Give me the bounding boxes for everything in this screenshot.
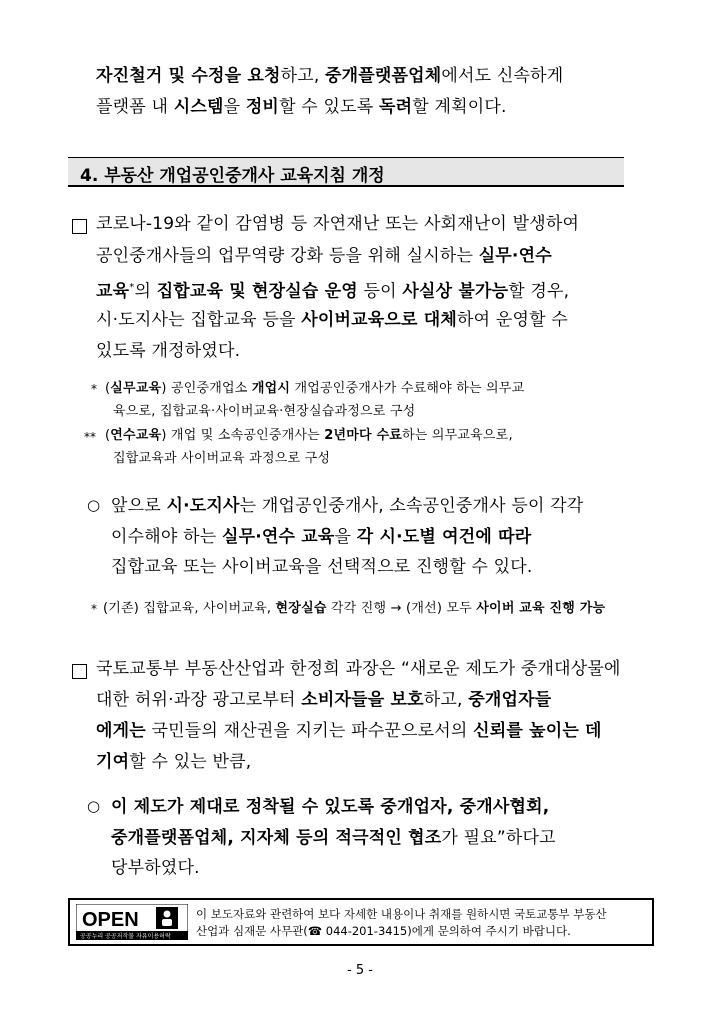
text-bold: 중개플랫폼업체, 지자체 등의 적극적인: [111, 828, 409, 848]
text: (기존) 집합교육, 사이버교육,: [103, 601, 276, 616]
text-bold: 실무·연수: [478, 246, 552, 266]
para1-line-3: [96, 276, 569, 304]
text-bold: 에게는: [96, 721, 146, 741]
bullet2-line-2: [111, 826, 556, 850]
text: 하고,: [280, 66, 326, 86]
text: (: [105, 428, 111, 443]
footnote-mark: *: [129, 282, 135, 293]
bullet2-line-3: [111, 856, 200, 880]
text: 할 경우,: [508, 281, 570, 302]
text-bold: 시·도지사: [166, 496, 240, 516]
text-bold: 시스템: [173, 97, 224, 117]
intro-line-2: [96, 95, 507, 119]
para2-line-4: [96, 750, 251, 774]
text-bold: 기여: [96, 752, 130, 772]
note2-line-1: [105, 427, 513, 445]
text: 의: [134, 281, 157, 302]
text: 하는 의무교육으로,: [402, 428, 513, 443]
svg-text:OPEN: OPEN: [82, 909, 139, 931]
text: 이 보도자료와 관련하여 보다 자세한 내용이나 취재를 원하시면 국토교통부 부동산: [196, 907, 607, 921]
text: 있도록 개정하였다.: [96, 341, 241, 361]
text-bold: 신뢰를 높이는 데: [473, 721, 602, 741]
text-bold: 현장실습: [275, 601, 327, 616]
text: 에서도 신속하게: [441, 66, 564, 86]
para2-line-3: [96, 719, 602, 743]
text: 할 수 있는 반큼,: [129, 752, 252, 772]
para1-line-1: [96, 212, 579, 236]
bullet-ring-icon: ○: [87, 496, 101, 514]
text: 등이: [357, 281, 403, 302]
text-bold: 집합교육 및 현장실습 운영: [156, 281, 358, 302]
section-title: 4. 부동산 개업공인중개사 교육지침 개정: [80, 166, 385, 186]
svg-text:공공누리 공공저작물 자유이용허락: 공공누리 공공저작물 자유이용허락: [80, 933, 171, 940]
text-bold: 교육: [96, 281, 130, 302]
text: 는 개업공인중개사, 소속공인중개사 등이 각각: [239, 496, 584, 516]
para1-line-4: [96, 308, 568, 332]
text: 가 필요”하다고: [441, 828, 556, 848]
text: 이수해야 하는: [111, 527, 222, 547]
text-bold: 중개업자들: [468, 690, 552, 710]
text: 집합교육 또는 사이버교육을 선택적으로 진행할 수 있다.: [111, 557, 533, 577]
bullet-ring-icon: ○: [87, 797, 101, 815]
text-bold: 실무·연수 교육: [221, 527, 335, 547]
bullet2-line-1: [111, 795, 549, 819]
text: 하고,: [423, 690, 469, 710]
footer-contact-text: [196, 906, 607, 940]
section-heading: [68, 157, 624, 187]
text: 할 계획이다.: [412, 97, 507, 117]
text: 을: [223, 97, 246, 117]
text-bold: 이 제도가 제대로 정착될 수 있도록 중개업자, 중개사협회,: [111, 797, 550, 817]
text: ) 개업 및 소속공인중개사는: [161, 428, 325, 443]
text-bold: 사실상 불가능: [402, 281, 509, 302]
footnote-mark: *: [91, 382, 97, 396]
text: 개업공인중개사가 수료해야 하는 의무교: [290, 381, 525, 396]
checkbox-square-icon: [72, 664, 87, 679]
text-bold: 독려: [378, 97, 413, 117]
text: 국토교통부 부동산산업과 한정희 과장은 “새로운 제도가 중개대상물에: [96, 659, 621, 679]
para1-line-5: [96, 339, 240, 363]
bullet1-line-2: [111, 525, 531, 549]
text: 육으로, 집합교육·사이버교육·현장실습과정으로 구성: [113, 404, 416, 419]
text: 플랫폼 내: [96, 97, 174, 117]
text: 공인중개사들의 업무역량 강화 등을 위해 실시하는: [96, 246, 479, 266]
text: 집합교육과 사이버교육 과정으로 구성: [113, 451, 331, 466]
text: 코로나-19와 같이 감염병 등 자연재난 또는 사회재난이 발생하여: [96, 214, 580, 234]
contact-footer-box: [68, 898, 654, 946]
text-bold: 중개플랫폼업체: [325, 66, 442, 86]
text: 하여 운영할 수: [456, 310, 568, 330]
text-bold: 연수교육: [110, 428, 162, 443]
footnote-mark: **: [84, 430, 96, 444]
bullet1-line-1: [111, 494, 583, 518]
checkbox-square-icon: [72, 219, 87, 234]
note3-line: [103, 600, 605, 618]
kogl-open-logo: [76, 904, 188, 940]
text-bold: 개업시: [251, 381, 291, 396]
para2-line-1: [96, 657, 621, 681]
text-bold: 자진철거 및 수정을 요청: [96, 66, 281, 86]
text: 앞으로: [111, 496, 167, 516]
text-bold: 각 시·도별 여건에 따라: [356, 527, 532, 547]
intro-line-1: [96, 64, 563, 88]
note1-line-1: [105, 380, 524, 398]
text: ) 공인중개업소: [161, 381, 252, 396]
para1-line-2: [96, 244, 552, 268]
footnote-mark: *: [91, 602, 97, 616]
text: 당부하였다.: [111, 858, 200, 878]
note2-line-2: [113, 450, 330, 468]
text-bold: 소비자들을 보호: [301, 690, 424, 710]
text: 산업과 심재문 사무관(☎ 044-201-3415)에게 문의하여 주시기 바랍니다.: [196, 924, 571, 938]
text-bold: 실무교육: [110, 381, 162, 396]
text-bold: 사이버교육으로 대체: [301, 310, 457, 330]
page-number: - 5 -: [347, 963, 373, 978]
text: 할 수 있도록: [279, 97, 379, 117]
text: 을: [334, 527, 357, 547]
text-bold: 2년마다 수료: [324, 428, 403, 443]
para2-line-2: [96, 688, 551, 712]
text-bold: 정비: [245, 97, 280, 117]
text: 대한 허위·과장 광고로부터: [96, 690, 302, 710]
text: 각각 진행 → (개선) 모두: [326, 601, 477, 616]
text-bold: 사이버 교육 진행 가능: [476, 601, 606, 616]
text: 국민들의 재산권을 지키는 파수꾼으로서의: [145, 721, 474, 741]
bullet1-line-3: [111, 555, 533, 579]
text: 시·도지사는 집합교육 등을: [96, 310, 302, 330]
text-bold: 협조: [408, 828, 442, 848]
text: (: [105, 381, 111, 396]
note1-line-2: [113, 403, 415, 421]
